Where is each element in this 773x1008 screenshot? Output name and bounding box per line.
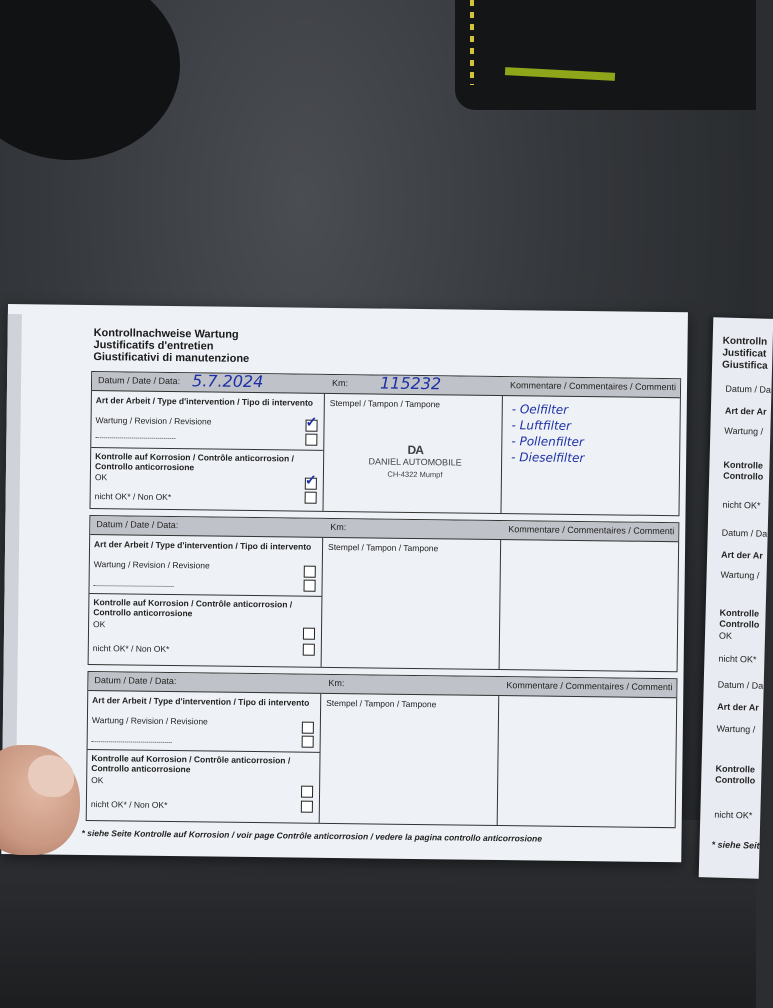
- work-type-cell: [91, 391, 325, 511]
- next-page-text: Datum / Da: [725, 383, 772, 395]
- dotted-line: [92, 741, 172, 743]
- km-label: Km:: [328, 677, 345, 689]
- work-type-label: Art der Arbeit / Type d'intervention / Tipo di intervento: [94, 539, 312, 552]
- not-ok-checkbox[interactable]: [303, 644, 315, 656]
- next-page-text: Justificat: [722, 347, 767, 360]
- next-page-text: Art der Ar: [721, 549, 763, 561]
- service-entry-3: [86, 671, 678, 828]
- dealer-logo-icon: DA: [407, 442, 424, 458]
- next-page-text: Controllo: [715, 774, 756, 786]
- comment-line: - Luftfilter: [511, 418, 572, 433]
- header-line-fr: Justificatifs d'entretien: [93, 339, 214, 353]
- next-page-text: Kontrolln: [722, 335, 768, 348]
- work-type-label: Art der Arbeit / Type d'intervention / Tipo di intervento: [92, 695, 310, 708]
- thumbnail: [28, 755, 74, 797]
- next-page-text: nicht OK*: [714, 809, 753, 821]
- ok-label: OK: [94, 472, 108, 483]
- next-page-text: Kontrolle: [719, 607, 760, 619]
- comment-line: - Dieselfilter: [511, 450, 585, 466]
- black-bag: [455, 0, 756, 110]
- divider: [89, 593, 321, 597]
- service-entry-2: [88, 515, 680, 672]
- stamp-label: Stempel / Tampon / Tampone: [327, 541, 439, 554]
- date-handwritten: 5.7.2024: [191, 371, 264, 392]
- footer-text: * siehe Seite Kontrolle auf Korrosion / voir page Contrôle anticorrosion / vedere la pagina controllo anticorrosione: [81, 827, 543, 844]
- next-page-text: Controllo: [723, 470, 764, 482]
- next-page-text: Art der Ar: [724, 405, 767, 417]
- comments-label: Kommentare / Commentaires / Commenti: [509, 380, 677, 393]
- corrosion-label-2: Controllo anticorrosione: [94, 461, 195, 473]
- bag-stitching: [470, 0, 474, 85]
- header-line-de: Kontrollnachweise Wartung: [93, 327, 239, 341]
- next-page-text: Wartung /: [720, 569, 760, 581]
- service-checkbox-2[interactable]: [305, 434, 317, 446]
- ok-checkbox[interactable]: [303, 628, 315, 640]
- comment-line: - Pollenfilter: [511, 434, 584, 450]
- ok-checkmark-icon: ✓: [304, 471, 317, 488]
- service-checkbox-2[interactable]: [302, 736, 314, 748]
- dotted-line: [94, 585, 174, 587]
- comments-label: Kommentare / Commentaires / Commenti: [508, 524, 675, 537]
- comments-cell: [499, 696, 677, 827]
- service-checkbox-2[interactable]: [304, 580, 316, 592]
- divider: [88, 749, 320, 753]
- service-checkbox[interactable]: [304, 566, 316, 578]
- next-page-text: Datum / Da: [717, 679, 764, 691]
- ok-label: OK: [93, 619, 106, 630]
- next-page-text: Controllo: [719, 618, 760, 630]
- not-ok-label: nicht OK* / Non OK*: [90, 799, 168, 810]
- not-ok-checkbox[interactable]: [301, 801, 313, 813]
- service-checkmark-icon: ✓: [305, 413, 318, 430]
- service-booklet-page: [1, 304, 688, 862]
- service-entry-1: [90, 371, 682, 516]
- comments-cell: [501, 540, 679, 671]
- ok-label: OK: [91, 775, 104, 786]
- corrosion-label: Kontrolle auf Korrosion / Contrôle anticorrosion /: [95, 451, 295, 464]
- not-ok-label: nicht OK* / Non OK*: [94, 491, 172, 503]
- stamp-label: Stempel / Tampon / Tampone: [329, 397, 441, 410]
- next-page-text: Wartung /: [716, 723, 756, 735]
- next-page-text: Giustifica: [721, 359, 768, 372]
- ok-checkbox[interactable]: [301, 786, 313, 798]
- km-label: Km:: [330, 521, 347, 533]
- stamp-cell: [324, 394, 502, 513]
- dotted-line: [95, 437, 175, 439]
- next-page-text: Kontrolle: [715, 763, 756, 775]
- corrosion-label: Kontrolle auf Korrosion / Contrôle anticorrosion /: [93, 597, 293, 610]
- divider: [91, 447, 323, 451]
- next-page-text: OK: [718, 630, 733, 641]
- stamp-label: Stempel / Tampon / Tampone: [326, 697, 437, 710]
- not-ok-label: nicht OK* / Non OK*: [92, 643, 170, 654]
- work-type-cell: [89, 535, 324, 667]
- next-page-text: nicht OK*: [722, 499, 761, 511]
- date-label: Datum / Date / Data:: [96, 519, 179, 531]
- next-page-text: Wartung /: [724, 425, 764, 437]
- service-label: Wartung / Revision / Revisione: [95, 415, 212, 427]
- date-label: Datum / Date / Data:: [98, 375, 181, 387]
- header-line-it: Giustificativi di manutenzione: [93, 351, 250, 365]
- corrosion-label: Kontrolle auf Korrosion / Contrôle anticorrosion /: [91, 753, 291, 766]
- corrosion-label-2: Controllo anticorrosione: [93, 607, 193, 619]
- comment-line: - Oelfilter: [511, 402, 569, 417]
- corrosion-label-2: Controllo anticorrosione: [91, 763, 191, 775]
- service-checkbox[interactable]: [302, 722, 314, 734]
- dealer-stamp: [355, 442, 475, 479]
- next-page-text: nicht OK*: [718, 653, 757, 665]
- next-page-text: Kontrolle: [723, 459, 764, 471]
- stamp-cell: [323, 538, 502, 669]
- service-label: Wartung / Revision / Revisione: [91, 715, 208, 727]
- work-type-cell: [87, 691, 322, 823]
- next-page-text: * siehe Seit: [711, 839, 760, 851]
- page-header: [93, 327, 249, 365]
- next-page-text: Art der Ar: [717, 701, 759, 713]
- km-handwritten: 115232: [379, 373, 442, 394]
- km-label: Km:: [331, 377, 349, 389]
- work-type-label: Art der Arbeit / Type d'intervention / Tipo di intervento: [95, 395, 314, 408]
- footer-note: [81, 828, 542, 844]
- service-label: Wartung / Revision / Revisione: [93, 559, 210, 571]
- not-ok-checkbox[interactable]: [305, 492, 317, 504]
- dealer-name: DANIEL AUTOMOBILE: [368, 456, 462, 468]
- comments-label: Kommentare / Commentaires / Commenti: [506, 680, 673, 693]
- date-label: Datum / Date / Data:: [94, 675, 177, 687]
- stamp-cell: [321, 694, 500, 825]
- dealer-place: CH-4322 Mumpf: [387, 469, 443, 480]
- next-page-text: Datum / Da: [721, 527, 768, 539]
- comments-cell: [502, 396, 679, 515]
